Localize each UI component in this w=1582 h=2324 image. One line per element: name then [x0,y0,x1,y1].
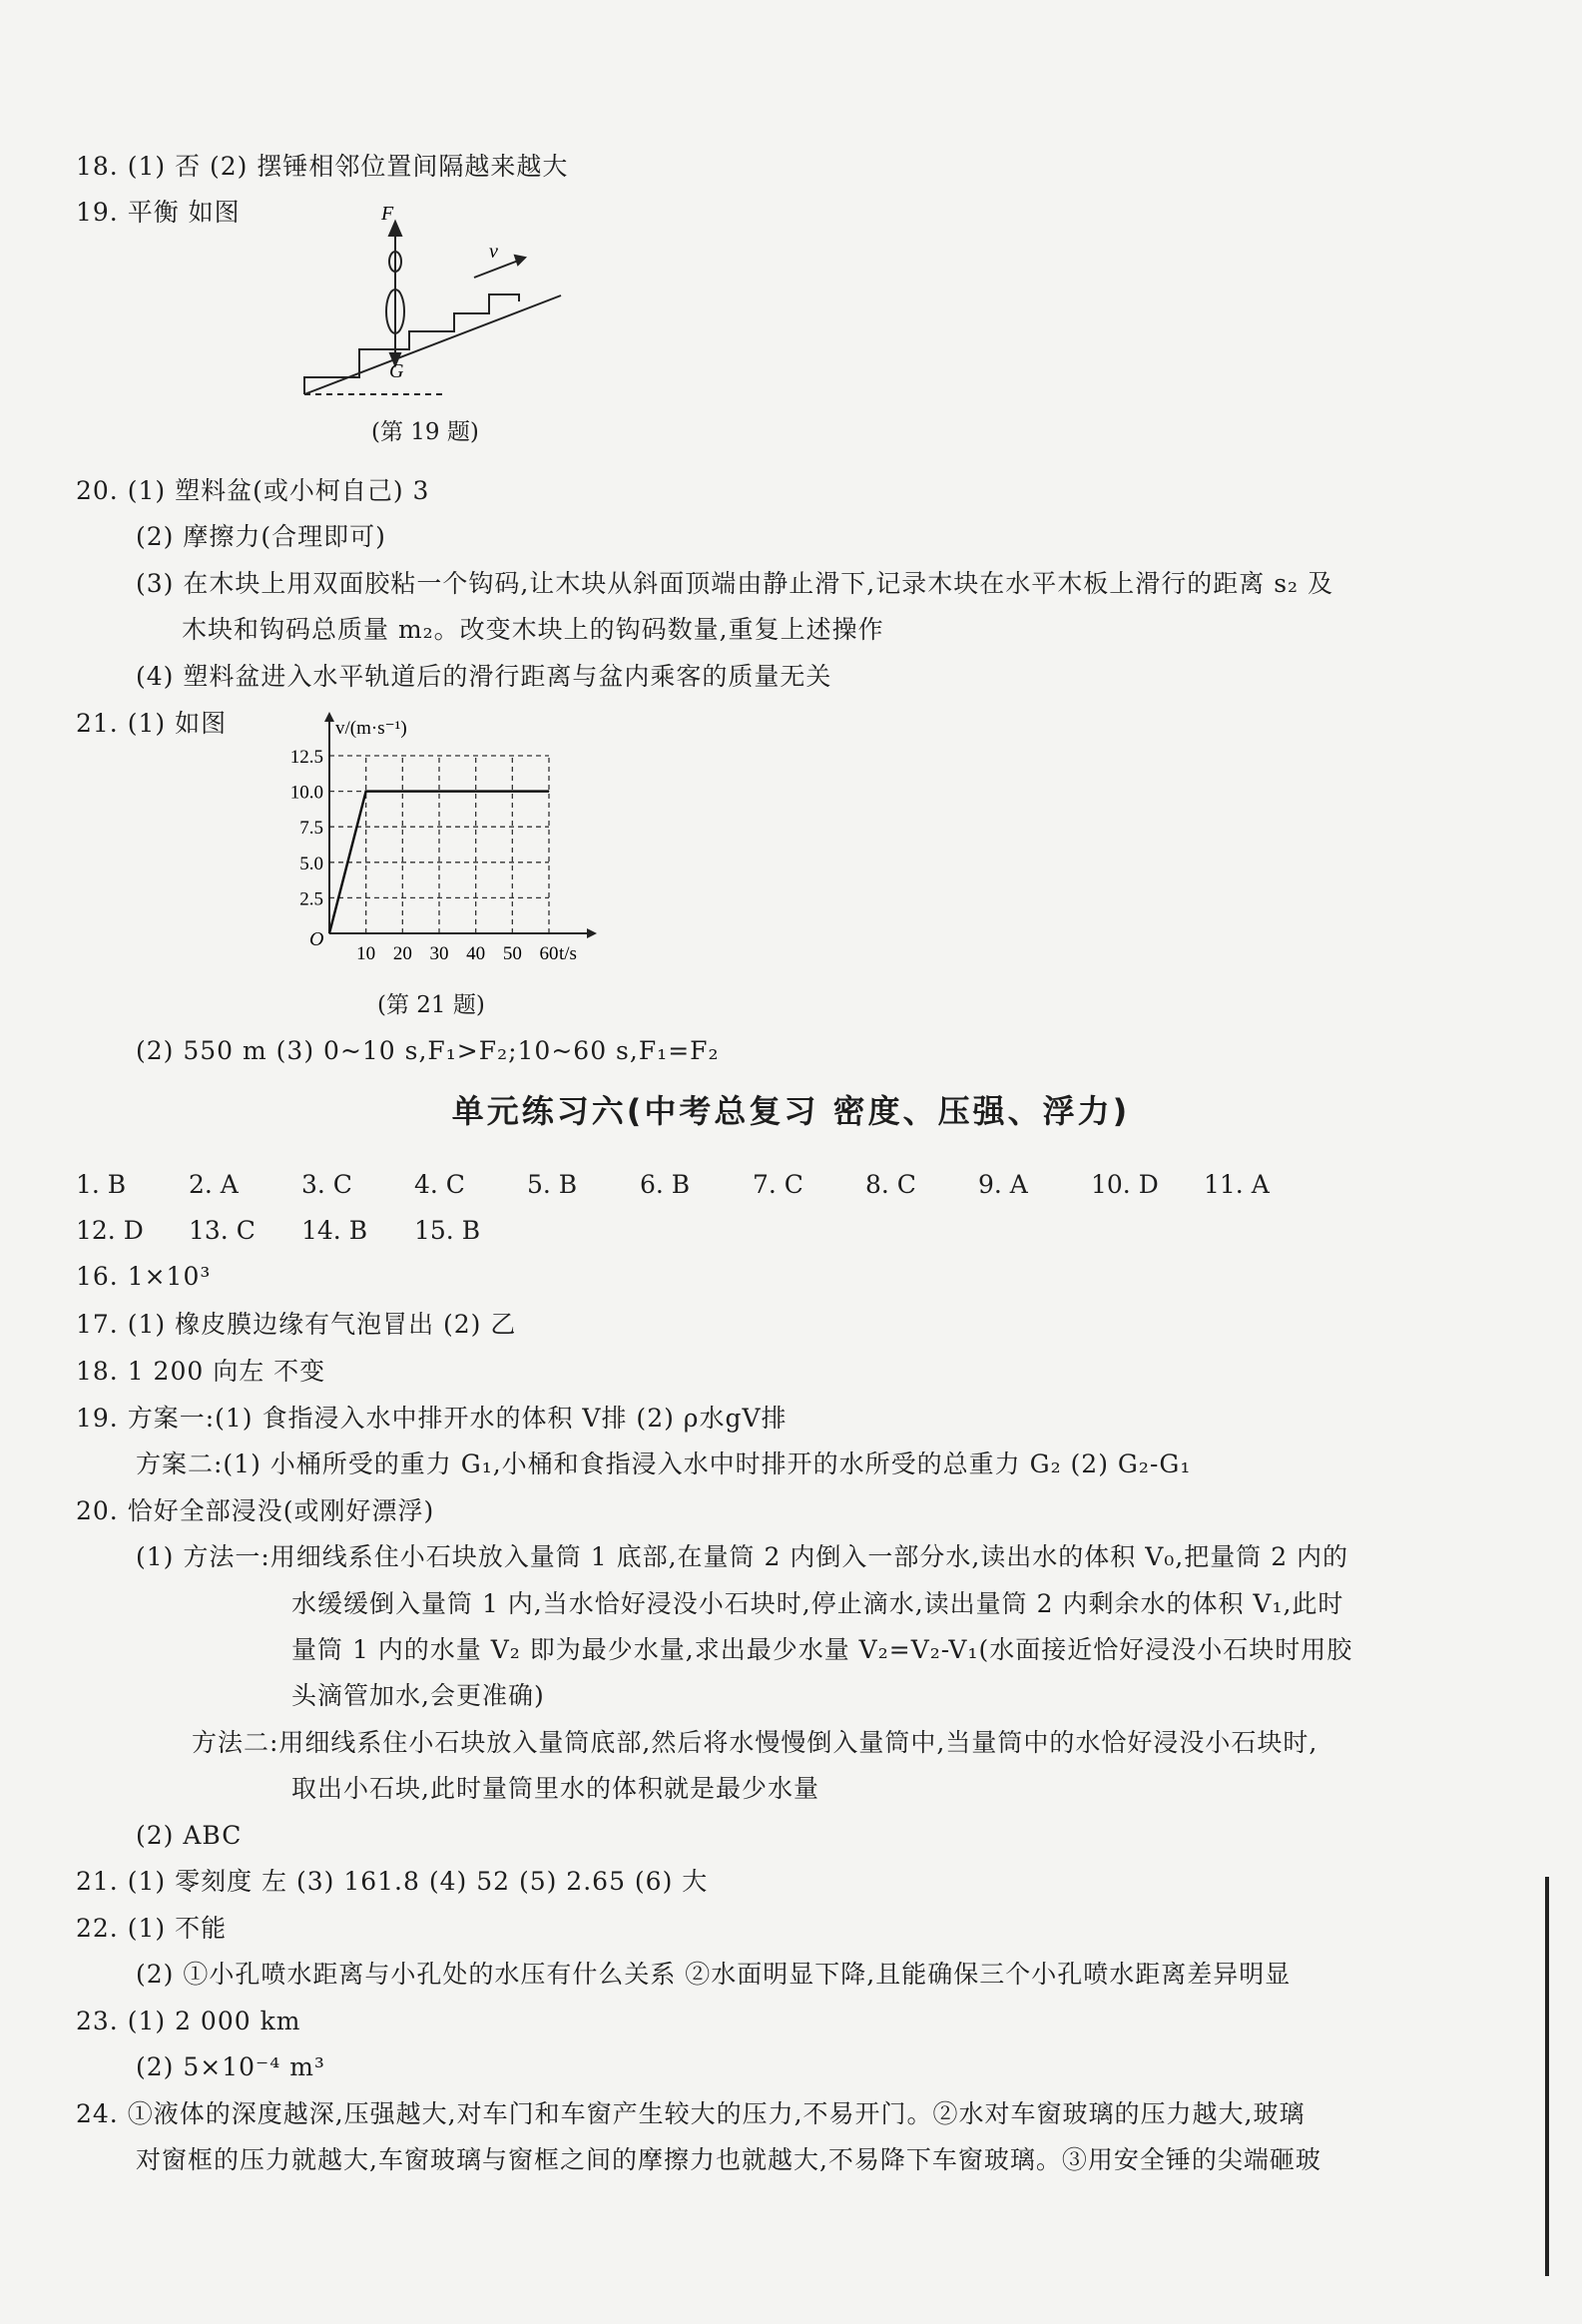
series-point-0-2 [549,791,550,792]
x-tick-label-2: 30 [429,943,449,964]
series-point-0-1 [365,791,366,792]
label-v: v [489,241,498,263]
x-tick-label-5: 60 [539,943,559,964]
answer-18: 18. (1) 否 (2) 摆锤相邻位置间隔越来越大 [76,152,569,181]
answer-6-18: 18. 1 200 向左 不变 [76,1357,326,1386]
answer-6-20-m1a: (1) 方法一:用细线系住小石块放入量筒 1 底部,在量筒 2 内倒入一部分水,读出水的体积 V₀,把量筒 2 内的 [136,1542,1349,1571]
chart-21-caption: (第 21 题) [377,992,485,1018]
mc-answer-3: 4. C [414,1170,465,1199]
mc-row-2 [76,1214,1373,1248]
answer-6-17: 17. (1) 橡皮膜边缘有气泡冒出 (2) 乙 [76,1310,517,1339]
answer-19: 19. 平衡 如图 [76,198,241,227]
mc-answer-row2-3: 15. B [414,1216,481,1245]
answer-6-22-1: 22. (1) 不能 [76,1914,228,1943]
answer-6-20-m1c: 量筒 1 内的水量 V₂ 即为最少水量,求出最少水量 V₂=V₂-V₁(水面接近恰好浸没小石块时用胶 [291,1635,1353,1664]
y-tick-label-0: 2.5 [299,888,323,910]
answer-20-4: (4) 塑料盆进入水平轨道后的滑行距离与盆内乘客的质量无关 [136,662,832,691]
answer-6-20-m2a: 方法二:用细线系住小石块放入量筒底部,然后将水慢慢倒入量筒中,当量筒中的水恰好浸没小石块时, [192,1728,1318,1757]
answer-21-1: 21. (1) 如图 [76,709,228,738]
mc-answer-4: 5. B [527,1170,578,1199]
mc-answer-9: 10. D [1091,1170,1159,1199]
answer-6-16: 16. 1×10³ [76,1262,212,1291]
mc-row-1 [76,1168,1373,1202]
label-F: F [381,203,394,225]
x-tick-label-4: 50 [502,943,522,964]
answer-6-23-1: 23. (1) 2 000 km [76,2007,301,2035]
mc-answer-10: 11. A [1204,1170,1270,1199]
incline-line [304,295,561,394]
answer-20-2: (2) 摩擦力(合理即可) [136,522,386,551]
answer-6-20-m2b: 取出小石块,此时量筒里水的体积就是最少水量 [291,1774,819,1803]
series-point-0-0 [329,933,330,934]
answer-20-1: 20. (1) 塑料盆(或小柯自己) 3 [76,476,430,505]
answer-6-19b: 方案二:(1) 小桶所受的重力 G₁,小桶和食指浸入水中时排开的水所受的总重力 G₂ (2) G₂-G₁ [136,1450,1192,1478]
answer-6-23-2: (2) 5×10⁻⁴ m³ [136,2052,325,2081]
mc-answer-row2-2: 14. B [301,1216,368,1245]
x-axis-arrow [587,928,597,938]
x-axis-label: t/s [559,943,577,964]
label-G: G [389,360,404,382]
y-tick-label-1: 5.0 [299,853,323,874]
mc-answer-1: 2. A [189,1170,239,1199]
answer-6-24b: 对窗框的压力就越大,车窗玻璃与窗框之间的摩擦力也就越大,不易降下车窗玻璃。③用安全锤的尖端砸玻 [136,2145,1321,2174]
mc-answer-7: 8. C [865,1170,916,1199]
mc-answer-2: 3. C [301,1170,352,1199]
mc-answer-row2-0: 12. D [76,1216,144,1245]
answer-21-2: (2) 550 m (3) 0~10 s,F₁>F₂;10~60 s,F₁=F₂ [136,1036,720,1065]
x-tick-label-1: 20 [392,943,412,964]
mc-answer-row2-1: 13. C [189,1216,256,1245]
y-tick-label-3: 10.0 [289,782,323,804]
chart-21 [269,704,609,973]
answer-20-3b: 木块和钩码总质量 m₂。改变木块上的钩码数量,重复上述操作 [182,615,884,644]
page-edge-shadow [1545,1877,1549,2276]
mc-answer-0: 1. B [76,1170,127,1199]
mc-answer-6: 7. C [753,1170,803,1199]
stair-steps [304,294,519,394]
answer-6-22-2: (2) ①小孔喷水距离与小孔处的水压有什么关系 ②水面明显下降,且能确保三个小孔喷水距离差异明显 [136,1960,1292,1989]
answer-6-19a: 19. 方案一:(1) 食指浸入水中排开水的体积 V排 (2) ρ水gV排 [76,1404,788,1433]
answer-6-20: 20. 恰好全部浸没(或刚好漂浮) [76,1496,435,1525]
answer-6-20-2: (2) ABC [136,1821,243,1850]
x-tick-label-3: 40 [466,943,486,964]
mc-answer-8: 9. A [978,1170,1028,1199]
y-tick-label-2: 7.5 [299,818,323,840]
figure-19 [289,200,579,409]
mc-answer-5: 6. B [640,1170,691,1199]
answer-6-20-m1b: 水缓缓倒入量筒 1 内,当水恰好浸没小石块时,停止滴水,读出量筒 2 内剩余水的体积 V₁,此时 [291,1589,1344,1618]
origin-label: O [309,928,324,950]
y-axis-arrow [324,712,334,722]
answer-6-24a: 24. ①液体的深度越深,压强越大,对车门和车窗产生较大的压力,不易开门。②水对车窗玻璃的压力越大,玻璃 [76,2099,1306,2128]
figure-19-caption: (第 19 题) [371,419,479,445]
answer-6-21: 21. (1) 零刻度 左 (3) 161.8 (4) 52 (5) 2.65 (6) 大 [76,1867,709,1896]
y-tick-label-4: 12.5 [289,747,323,768]
answer-6-20-m1d: 头滴管加水,会更准确) [291,1681,545,1710]
y-axis-label: v/(m·s⁻¹) [335,718,407,739]
x-tick-label-0: 10 [356,943,376,964]
answer-20-3a: (3) 在木块上用双面胶粘一个钩码,让木块从斜面顶端由静止滑下,记录木块在水平木板上滑行的距离 s₂ 及 [136,569,1334,598]
section-heading: 单元练习六(中考总复习 密度、压强、浮力) [451,1092,1131,1130]
